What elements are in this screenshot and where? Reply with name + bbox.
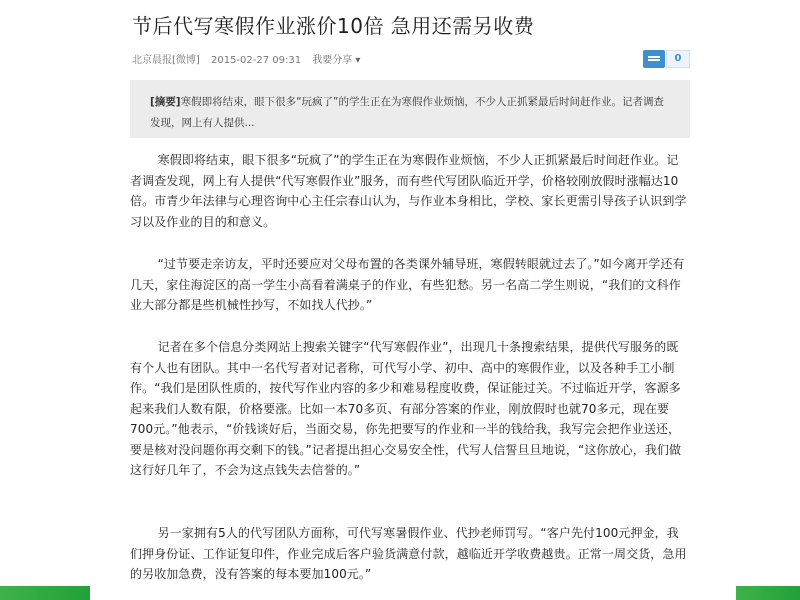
summary-text: 寒假即将结束，眼下很多“玩疯了”的学生正在为寒假作业烦恼，不少人正抓紧最后时间赶作业。记者调查发现，网上有人提供... (150, 96, 664, 129)
article (130, 0, 692, 600)
article-summary (130, 80, 690, 138)
article-paragraph: 寒假即将结束，眼下很多“玩疯了”的学生正在为寒假作业烦恼，不少人正抓紧最后时间赶作业。记者调查发现，网上有人提供“代写寒假作业”服务，而有些代写团队临近开学，价格较刚放假时涨幅达10倍。市青少年法律与心理咨询中心主任宗春山认为，与作业本身相比，学校、家长更需引导孩子认识到学习以及作业的目的和意义。 (130, 153, 687, 229)
left-green-bar (0, 586, 90, 600)
summary-tag: [摘要] (150, 96, 181, 108)
share-label: 我要分享 (312, 55, 353, 66)
article-paragraph: 另一家拥有5人的代写团队方面称，可代写寒暑假作业、代抄老师罚写。“客户先付100元押金，我们押身份证、工作证复印件，作业完成后客户验货满意付款，越临近开学收费越贵。正常一周交货，急用的另收加急费，没有答案的每本要加100元。” (130, 526, 687, 581)
comment-icon[interactable] (643, 50, 665, 68)
chevron-down-icon: ▾ (355, 55, 361, 66)
article-title: 节后代写寒假作业涨价10倍 急用还需另收费 (132, 14, 535, 38)
share-button[interactable] (312, 55, 360, 66)
article-source[interactable]: 北京晨报[微博] (132, 55, 200, 66)
right-green-bar (736, 586, 800, 600)
article-datetime: 2015-02-27 09:31 (211, 55, 302, 66)
comment-count[interactable]: 0 (666, 50, 690, 68)
article-paragraph: 记者在多个信息分类网站上搜索关键字“代写寒假作业”，出现几十条搜索结果，提供代写服务的既有个人也有团队。其中一名代写者对记者称，可代写小学、初中、高中的寒假作业，以及各种手工小制作。“我们是团队性质的，按代写作业内容的多少和难易程度收费，保证能过关。不过临近开学，客源多起来我们人数有限，价格要涨。比如一本70多页、有部分答案的作业，刚放假时也就70多元，现在要700元。”他表示，“价钱谈好后，当面交易，你先把要写的作业和一半的钱给我，我写完会把作业送还，要是核对没问题你再交剩下的钱。”记者提出担心交易安全性，代写人信誓旦旦地说，“这你放心，我们做这行好几年了，不会为这点钱失去信誉的。” (130, 340, 682, 477)
article-meta (132, 51, 368, 66)
article-paragraph: “过节要走亲访友，平时还要应对父母布置的各类课外辅导班，寒假转眼就过去了。”如今离开学还有几天，家住海淀区的高一学生小高看着满桌子的作业，有些犯愁。另一名高二学生则说，“我们的文科作业大部分都是些机械性抄写，不如找人代抄。” (130, 257, 685, 312)
